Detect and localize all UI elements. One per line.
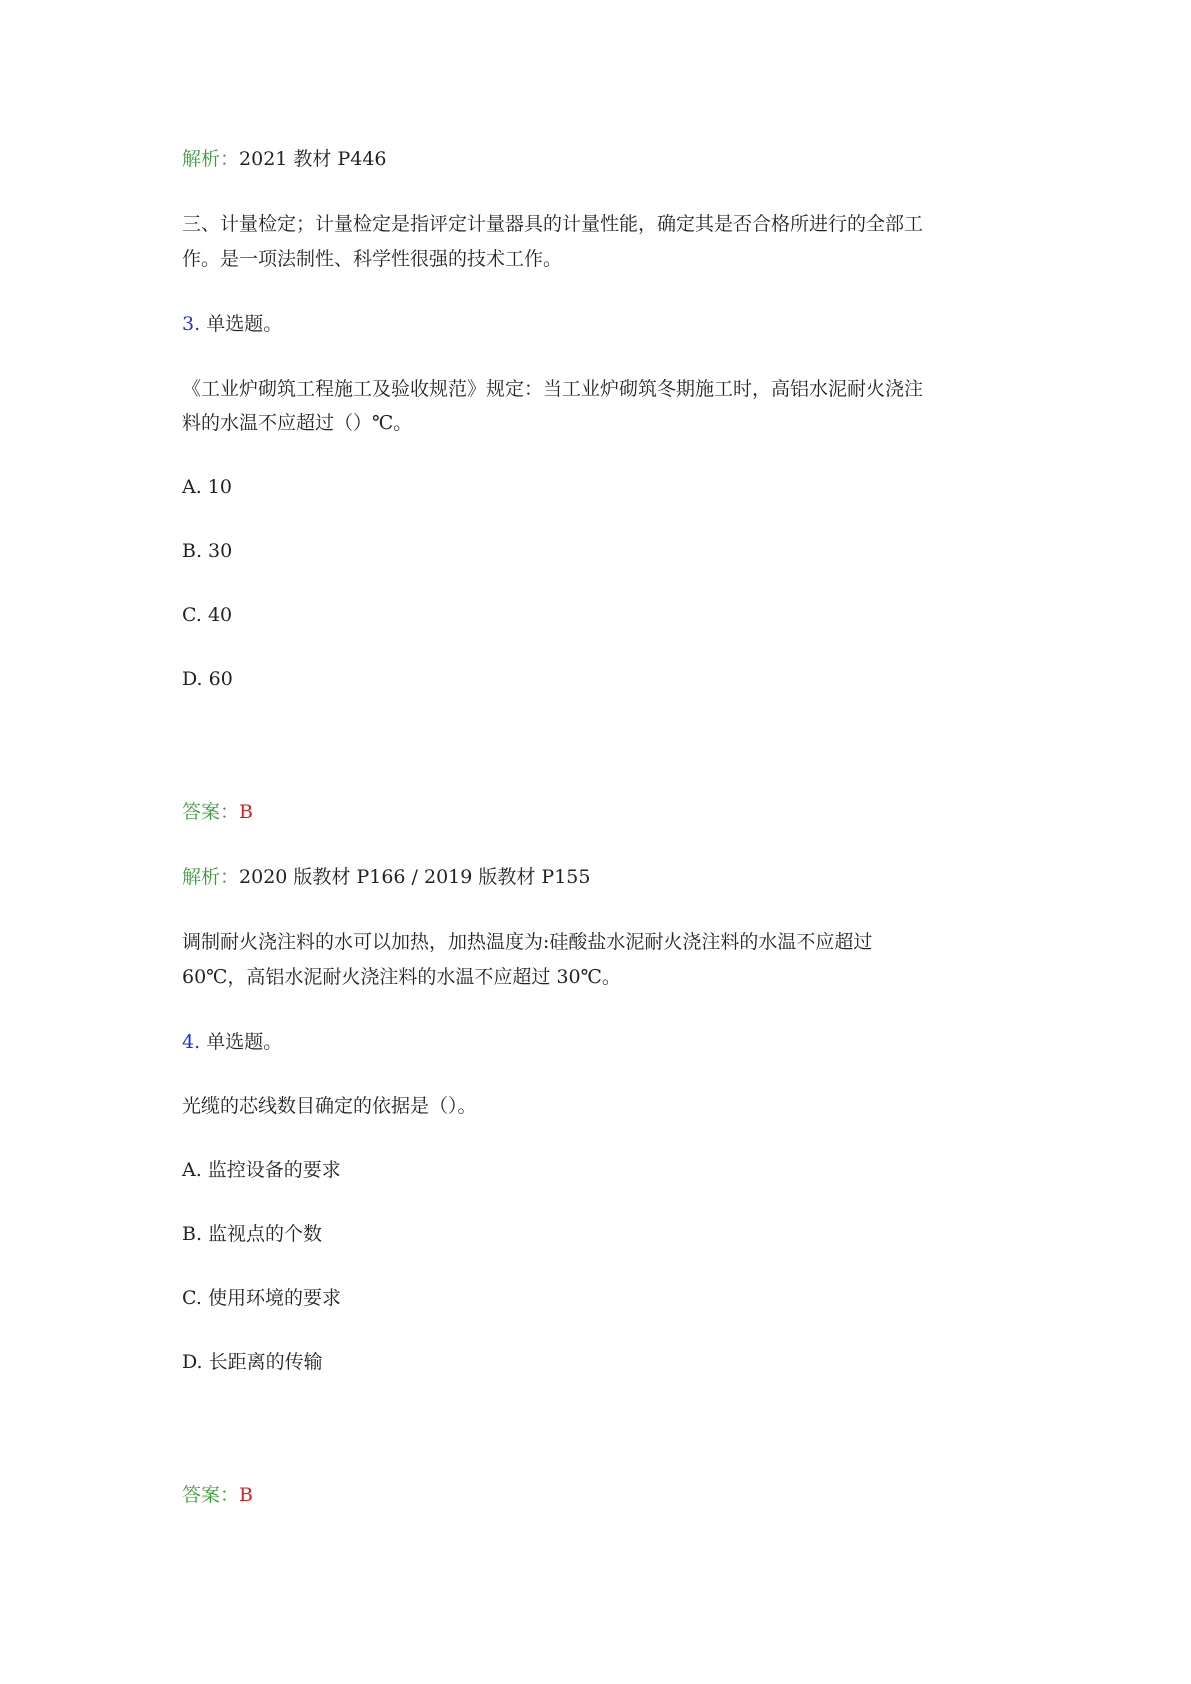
- option-b: B. 监视点的个数: [182, 1223, 323, 1245]
- analysis-line: [182, 142, 387, 176]
- explanation-line-2: 60℃，高铝水泥耐火浇注料的水温不应超过 30℃。: [182, 966, 621, 988]
- option-b: B. 30: [182, 540, 233, 562]
- question-stem-line-2: 料的水温不应超过（）℃。: [182, 412, 413, 434]
- question-type: 单选题。: [206, 1031, 283, 1053]
- answer-line-4: [182, 1478, 253, 1512]
- option-d: D. 长距离的传输: [182, 1351, 323, 1373]
- option-d: D. 60: [182, 668, 233, 690]
- answer-value: B: [239, 801, 253, 823]
- analysis-value: 2021 教材 P446: [239, 148, 387, 170]
- option-c: C. 40: [182, 604, 233, 626]
- question-header-4: [182, 1025, 282, 1059]
- analysis-label: 解析：: [182, 866, 240, 888]
- option-c: C. 使用环境的要求: [182, 1287, 341, 1309]
- question-number: 3.: [182, 313, 201, 335]
- body-paragraph-line-2: 作。是一项法制性、科学性很强的技术工作。: [182, 248, 563, 270]
- answer-label: 答案：: [182, 801, 240, 823]
- question-stem: 光缆的芯线数目确定的依据是（）。: [182, 1095, 477, 1117]
- answer-value: B: [239, 1484, 253, 1506]
- question-number: 4.: [182, 1031, 201, 1053]
- analysis-line-3: [182, 860, 590, 894]
- option-a: A. 监控设备的要求: [182, 1159, 341, 1181]
- option-a: A. 10: [182, 476, 232, 498]
- answer-label: 答案：: [182, 1484, 240, 1506]
- body-paragraph-line-1: 三、计量检定；计量检定是指评定计量器具的计量性能，确定其是否合格所进行的全部工: [182, 213, 924, 235]
- analysis-value: 2020 版教材 P166 / 2019 版教材 P155: [239, 866, 591, 888]
- question-header-3: [182, 307, 282, 341]
- explanation-line-1: 调制耐火浇注料的水可以加热，加热温度为:硅酸盐水泥耐火浇注料的水温不应超过: [182, 931, 873, 953]
- analysis-label: 解析：: [182, 148, 240, 170]
- question-type: 单选题。: [206, 313, 283, 335]
- question-stem-line-1: 《工业炉砌筑工程施工及验收规范》规定：当工业炉砌筑冬期施工时，高铝水泥耐火浇注: [182, 378, 924, 400]
- answer-line-3: [182, 795, 253, 829]
